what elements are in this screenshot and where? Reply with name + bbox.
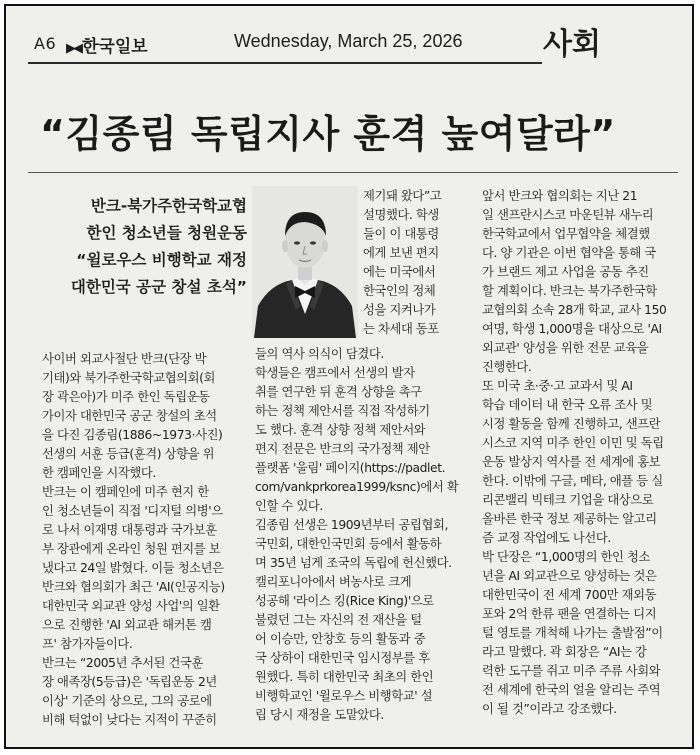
text-line: 비행학교인 '윌로우스 비행학교' 설 [255, 689, 433, 703]
text-line: 냈다고 24일 밝혔다. 이들 청소년은 [42, 561, 224, 575]
text-line: 장 애족장(5등급)은 '독립운동 2년 [42, 675, 217, 689]
text-line: 일 샌프란시스코 마운틴뷰 새누리 [482, 208, 654, 222]
text-line: 외교관' 양성을 위한 전문 교육을 [482, 341, 649, 355]
logo-mark-icon: ▶◀ [66, 41, 80, 56]
text-line: 전 세계에 한국의 얼을 알리는 주역 [482, 683, 661, 697]
text-line: 여명, 학생 1,000명을 대상으로 'AI [482, 322, 662, 336]
text-line: 가 브랜드 제고 사업을 공동 추진 [482, 265, 649, 279]
text-line: 김종림 선생은 1909년부터 공립협회, [255, 518, 448, 532]
logo-text: 한국일보 [82, 37, 148, 57]
text-line: 대한민국 외교관 양성 사업'의 일환 [42, 599, 220, 613]
text-line: 즘 교정 작업에도 나선다. [482, 531, 611, 545]
text-line: 기태)와 북가주한국학교협의회(회 [42, 371, 216, 385]
text-line: 사이버 외교사절단 반크(단장 박 [42, 352, 207, 366]
text-line: 는 차세대 동포 [363, 322, 439, 336]
headline: “김종림 독립지사 훈격 높여달라” [40, 112, 616, 156]
text-line: 도 했다. 훈격 상향 정책 제안서와 [255, 423, 426, 437]
subhead-line: “윌로우스 비행학교 재정 [76, 251, 247, 269]
text-line: 한다. 이밖에 구글, 메타, 애플 등 실 [482, 474, 663, 488]
text-line: 부 장관에게 온라인 청원 편지를 보 [42, 542, 221, 556]
text-line: 인할 수 있다. [255, 499, 323, 513]
text-line: 학생들은 캠프에서 선생의 발자 [255, 366, 415, 380]
text-line: 진행한다. [482, 360, 532, 374]
text-line: 비해 턱없이 낮다는 지적이 꾸준히 [42, 713, 217, 727]
text-line: 립 당시 재정을 도맡았다. [255, 708, 384, 722]
article-column-2-top [363, 187, 477, 339]
newspaper-page [4, 4, 694, 749]
article-column-1 [42, 350, 248, 730]
text-line: 올바른 한국 정보 제공하는 알고리 [482, 512, 657, 526]
text-line: 캘리포니아에서 벼농사로 크게 [255, 575, 412, 589]
subheadline [42, 193, 247, 301]
text-line: 박 단장은 “1,000명의 한인 청소 [482, 550, 650, 564]
text-line: 설명했다. 학생 [363, 208, 439, 222]
page-number: A6 [34, 34, 57, 53]
text-line: 다. 양 기관은 이번 협약을 통해 국 [482, 246, 656, 260]
text-line: 앞서 반크와 협의회는 지난 21 [482, 189, 638, 203]
text-line: 국 상하이 대한민국 임시정부를 후 [255, 651, 430, 665]
text-line: 프' 참가자들이다. [42, 637, 133, 651]
text-line: 년을 AI 외교관으로 양성하는 것은 [482, 569, 657, 583]
text-line: 한 캠페인을 시작했다. [42, 466, 156, 480]
newspaper-logo [66, 32, 148, 57]
article-column-3 [482, 187, 684, 719]
text-line: 포와 2억 한류 팬을 연결하는 디지 [482, 607, 657, 621]
text-line: 로 나서 이재명 대통령과 국가보훈 [42, 523, 217, 537]
text-line: 반크와 협의회가 최근 'AI(인공지능) [42, 580, 225, 594]
text-line: 하는 정책 제안서를 직접 작성하기 [255, 404, 430, 418]
text-line: 또 미국 초·중·고 교과서 및 AI [482, 379, 633, 393]
portrait-photo-icon [252, 186, 358, 338]
text-line: 반크는 이 캠페인에 미주 현지 한 [42, 485, 209, 499]
text-line: 리콘밸리 빅테크 기업을 대상으로 [482, 493, 654, 507]
text-line: 국민회, 대한인국민회 등에서 활동하 [255, 537, 442, 551]
text-line: 인 청소년들이 직접 '디지털 의병'으 [42, 504, 223, 518]
text-line: 성공해 '라이스 킹(Rice King)'으로 [255, 594, 434, 608]
text-line: 이상' 기준의 상으로, 그의 공로에 [42, 694, 212, 708]
subhead-line: 대한민국 공군 창설 초석” [70, 278, 247, 296]
text-line: com/vankprkorea1999/ksnc)에서 확 [255, 480, 459, 494]
text-line: 가이자 대한민국 공군 창설의 초석 [42, 409, 217, 423]
text-line: 선생의 서훈 등급(훈격) 상향을 위 [42, 447, 215, 461]
header-rule [28, 62, 542, 64]
text-line: 불렸던 그는 자신의 전 재산을 털 [255, 613, 422, 627]
text-line: 어 이승만, 안창호 등의 활동과 중 [255, 632, 426, 646]
article-column-2 [255, 345, 479, 725]
text-line: 에는 미국에서 [363, 265, 436, 279]
text-line: 털 영토를 개척해 나가는 출발점”이 [482, 626, 663, 640]
text-line: 시스코 지역 미주 한인 이민 및 독립 [482, 436, 664, 450]
text-line: 운동 발상지 역사를 전 세계에 홍보 [482, 455, 661, 469]
text-line: 으로 진행한 'AI 외교관 해커톤 캠 [42, 618, 212, 632]
text-line: 할 계획이다. 반크는 북가주한국학 [482, 284, 657, 298]
text-line: 교협의회 소속 28개 학교, 교사 150 [482, 303, 667, 317]
text-line: 제기돼 왔다”고 [363, 189, 442, 203]
text-line: 한국인의 정체 [363, 284, 436, 298]
text-line: 을 다진 김종림(1886~1973·사진) [42, 428, 223, 442]
text-line: 반크는 “2005년 추서된 건국훈 [42, 656, 203, 670]
text-line: 학습 데이터 내 한국 오류 조사 및 [482, 398, 653, 412]
text-line: 며 35년 넘게 조국의 독립에 헌신했다. [255, 556, 452, 570]
text-line: 플랫폼 '울림' 페이지(https://padlet. [255, 461, 446, 475]
text-line: 이 될 것”이라고 강조했다. [482, 702, 617, 716]
headline-rule [28, 172, 678, 173]
text-line: 원했다. 특히 대한민국 최초의 한인 [255, 670, 434, 684]
issue-date: Wednesday, March 25, 2026 [234, 31, 463, 51]
subhead-line: 반크-북가주한국학교협 [90, 197, 247, 215]
text-line: 들이 이 대통령 [363, 227, 439, 241]
text-line: 한국학교에서 업무협약을 체결했 [482, 227, 650, 241]
text-line: 라고 말했다. 곽 회장은 “AI는 강 [482, 645, 647, 659]
text-line: 력한 도구를 쥐고 미주 주류 사회와 [482, 664, 661, 678]
subhead-line: 한인 청소년들 청원운동 [86, 224, 247, 242]
text-line: 들의 역사 의식이 담겼다. [255, 347, 384, 361]
text-line: 취를 연구한 뒤 훈격 상향을 촉구 [255, 385, 422, 399]
text-line: 에게 보낸 편지 [363, 246, 439, 260]
text-line: 장 곽은아)가 미주 한인 독립운동 [42, 390, 210, 404]
section-title: 사회 [543, 27, 601, 62]
text-line: 편지 전문은 반크의 국가정책 제안 [255, 442, 430, 456]
text-line: 성을 지켜나가 [363, 303, 436, 317]
text-line: 시정 활동을 함께 진행하고, 샌프란 [482, 417, 661, 431]
text-line: 대한민국이 전 세계 700만 재외동 [482, 588, 657, 602]
